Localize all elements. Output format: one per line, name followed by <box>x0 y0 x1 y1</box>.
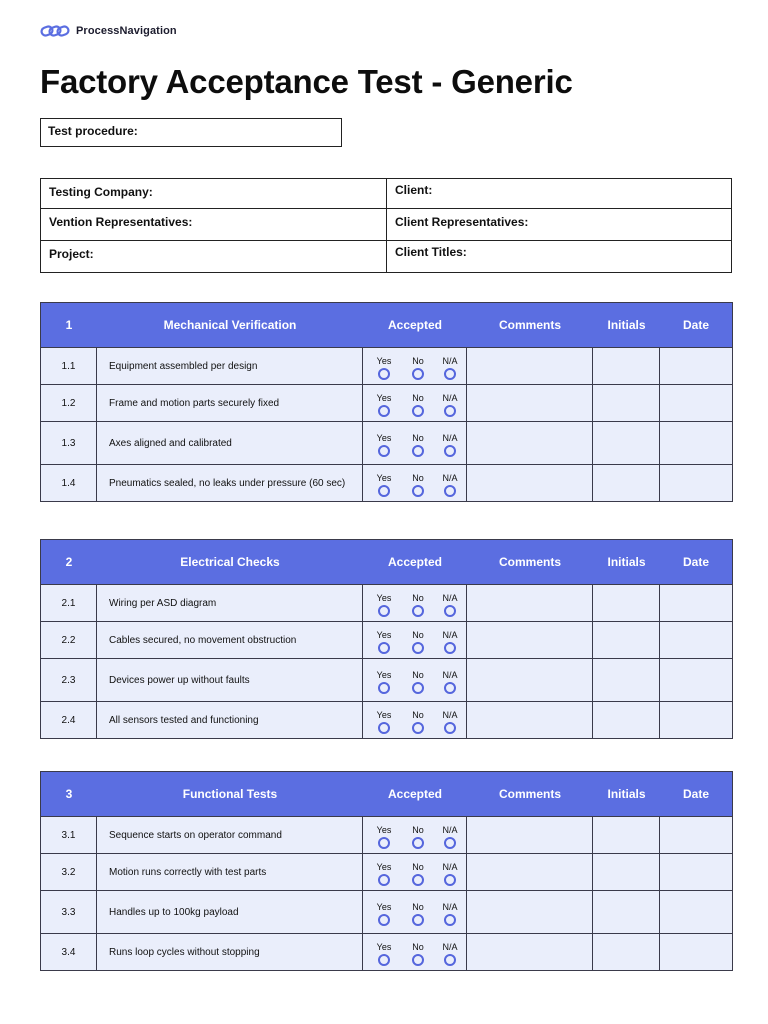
brand <box>40 25 177 37</box>
client-field[interactable] <box>387 179 731 208</box>
date-cell[interactable] <box>660 934 732 970</box>
accepted-column-header: Accepted <box>387 787 443 801</box>
comments-cell[interactable] <box>467 622 593 658</box>
option-na[interactable] <box>438 863 462 886</box>
item-description: Pneumatics sealed, no leaks under pressure (60 sec) <box>97 465 363 501</box>
radio-no-icon[interactable] <box>412 368 424 380</box>
client-titles-label: Client Titles: <box>395 245 467 259</box>
checklist-row <box>41 347 732 384</box>
comments-cell[interactable] <box>467 891 593 933</box>
date-cell[interactable] <box>660 585 732 621</box>
accepted-cell <box>363 385 467 421</box>
item-description: Handles up to 100kg payload <box>97 891 363 933</box>
date-cell[interactable] <box>660 622 732 658</box>
option-yes-label: Yes <box>376 862 392 872</box>
accepted-cell <box>363 891 467 933</box>
option-yes-label: Yes <box>376 825 392 835</box>
option-yes[interactable] <box>372 903 396 926</box>
option-na-label: N/A <box>442 433 458 443</box>
checklist-row <box>41 421 732 464</box>
option-yes-label: Yes <box>376 473 392 483</box>
item-description: Frame and motion parts securely fixed <box>97 385 363 421</box>
option-na[interactable] <box>438 826 462 849</box>
section-header <box>41 540 732 584</box>
date-cell[interactable] <box>660 659 732 701</box>
date-cell[interactable] <box>660 348 732 384</box>
option-na[interactable] <box>438 671 462 694</box>
option-na[interactable] <box>438 434 462 457</box>
radio-no-icon[interactable] <box>412 874 424 886</box>
option-no[interactable] <box>406 903 430 926</box>
accepted-cell <box>363 934 467 970</box>
date-cell[interactable] <box>660 465 732 501</box>
radio-yes-icon[interactable] <box>378 485 390 497</box>
radio-yes-icon[interactable] <box>378 954 390 966</box>
testing-company-label: Testing Company: <box>49 185 153 199</box>
radio-yes-icon[interactable] <box>378 368 390 380</box>
option-na[interactable] <box>438 474 462 497</box>
checklist-section <box>40 771 733 971</box>
client-label: Client: <box>395 183 433 197</box>
option-no[interactable] <box>406 594 430 617</box>
radio-yes-icon[interactable] <box>378 605 390 617</box>
radio-yes-icon[interactable] <box>378 445 390 457</box>
accepted-cell <box>363 659 467 701</box>
initials-column-header: Initials <box>607 318 646 332</box>
vention-reps-label: Vention Representatives: <box>49 215 193 229</box>
checklist-row <box>41 701 732 738</box>
checklist-row <box>41 890 732 933</box>
option-no[interactable] <box>406 671 430 694</box>
option-yes[interactable] <box>372 631 396 654</box>
radio-na-icon[interactable] <box>444 368 456 380</box>
radio-no-icon[interactable] <box>412 954 424 966</box>
checklist-row <box>41 464 732 501</box>
item-description: Wiring per ASD diagram <box>97 585 363 621</box>
test-procedure-field[interactable] <box>40 118 342 147</box>
item-description: Sequence starts on operator command <box>97 817 363 853</box>
accepted-cell <box>363 702 467 738</box>
option-yes-label: Yes <box>376 393 392 403</box>
item-description: All sensors tested and functioning <box>97 702 363 738</box>
option-na-label: N/A <box>442 630 458 640</box>
option-na[interactable] <box>438 594 462 617</box>
radio-na-icon[interactable] <box>444 874 456 886</box>
initials-cell[interactable] <box>593 585 660 621</box>
initials-cell[interactable] <box>593 659 660 701</box>
client-titles-field[interactable] <box>387 241 731 272</box>
info-table <box>40 178 732 273</box>
section-title: Electrical Checks <box>180 555 280 569</box>
date-cell[interactable] <box>660 422 732 464</box>
item-number: 1.1 <box>41 348 97 384</box>
testing-company-field[interactable] <box>41 179 386 208</box>
option-yes-label: Yes <box>376 902 392 912</box>
item-number: 2.2 <box>41 622 97 658</box>
option-yes-label: Yes <box>376 356 392 366</box>
section-number: 2 <box>65 555 73 569</box>
option-na[interactable] <box>438 394 462 417</box>
accepted-cell <box>363 585 467 621</box>
radio-na-icon[interactable] <box>444 682 456 694</box>
option-na[interactable] <box>438 631 462 654</box>
radio-no-icon[interactable] <box>412 605 424 617</box>
date-column-header: Date <box>682 787 709 801</box>
option-no[interactable] <box>406 631 430 654</box>
option-yes[interactable] <box>372 394 396 417</box>
accepted-cell <box>363 348 467 384</box>
checklist-row <box>41 933 732 970</box>
option-yes-label: Yes <box>376 593 392 603</box>
option-no-label: No <box>412 710 424 720</box>
comments-column-header: Comments <box>498 787 561 801</box>
checklist-section <box>40 302 733 502</box>
item-description: Axes aligned and calibrated <box>97 422 363 464</box>
option-yes-label: Yes <box>376 942 392 952</box>
item-number: 2.3 <box>41 659 97 701</box>
option-na-label: N/A <box>442 825 458 835</box>
radio-no-icon[interactable] <box>412 837 424 849</box>
comments-cell[interactable] <box>467 465 593 501</box>
option-yes-label: Yes <box>376 670 392 680</box>
radio-na-icon[interactable] <box>444 914 456 926</box>
checklist-row <box>41 621 732 658</box>
comments-cell[interactable] <box>467 817 593 853</box>
accepted-column-header: Accepted <box>387 555 443 569</box>
radio-na-icon[interactable] <box>444 485 456 497</box>
date-cell[interactable] <box>660 854 732 890</box>
item-description: Cables secured, no movement obstruction <box>97 622 363 658</box>
option-yes-label: Yes <box>376 433 392 443</box>
radio-yes-icon[interactable] <box>378 642 390 654</box>
accepted-cell <box>363 622 467 658</box>
checklist-row <box>41 816 732 853</box>
option-no-label: No <box>412 473 424 483</box>
radio-na-icon[interactable] <box>444 405 456 417</box>
checklist-row <box>41 384 732 421</box>
option-no[interactable] <box>406 711 430 734</box>
accepted-cell <box>363 422 467 464</box>
radio-yes-icon[interactable] <box>378 914 390 926</box>
date-cell[interactable] <box>660 817 732 853</box>
option-no-label: No <box>412 670 424 680</box>
checklist-section <box>40 539 733 739</box>
comments-cell[interactable] <box>467 934 593 970</box>
radio-na-icon[interactable] <box>444 642 456 654</box>
test-procedure-label: Test procedure: <box>48 124 138 138</box>
radio-yes-icon[interactable] <box>378 682 390 694</box>
radio-no-icon[interactable] <box>412 405 424 417</box>
option-no[interactable] <box>406 863 430 886</box>
section-title: Mechanical Verification <box>163 318 297 332</box>
page-title: Factory Acceptance Test - Generic <box>40 63 573 100</box>
comments-cell[interactable] <box>467 659 593 701</box>
option-na[interactable] <box>438 903 462 926</box>
vention-reps-field[interactable] <box>41 209 386 240</box>
option-na-label: N/A <box>442 862 458 872</box>
option-yes[interactable] <box>372 943 396 966</box>
initials-cell[interactable] <box>593 622 660 658</box>
accepted-cell <box>363 817 467 853</box>
radio-na-icon[interactable] <box>444 837 456 849</box>
item-number: 1.4 <box>41 465 97 501</box>
item-description: Equipment assembled per design <box>97 348 363 384</box>
project-label: Project: <box>49 247 94 261</box>
initials-cell[interactable] <box>593 385 660 421</box>
section-header <box>41 303 732 347</box>
client-reps-field[interactable] <box>387 209 731 240</box>
radio-no-icon[interactable] <box>412 445 424 457</box>
option-no-label: No <box>412 902 424 912</box>
option-na-label: N/A <box>442 710 458 720</box>
option-na-label: N/A <box>442 473 458 483</box>
option-no[interactable] <box>406 394 430 417</box>
option-yes[interactable] <box>372 863 396 886</box>
initials-cell[interactable] <box>593 422 660 464</box>
date-column-header: Date <box>682 555 709 569</box>
checklist-row <box>41 658 732 701</box>
comments-cell[interactable] <box>467 422 593 464</box>
radio-yes-icon[interactable] <box>378 874 390 886</box>
initials-cell[interactable] <box>593 817 660 853</box>
option-no-label: No <box>412 630 424 640</box>
accepted-cell <box>363 854 467 890</box>
option-no-label: No <box>412 825 424 835</box>
option-no-label: No <box>412 942 424 952</box>
comments-cell[interactable] <box>467 348 593 384</box>
comments-column-header: Comments <box>498 555 561 569</box>
comments-column-header: Comments <box>498 318 561 332</box>
option-na[interactable] <box>438 943 462 966</box>
option-no[interactable] <box>406 434 430 457</box>
comments-cell[interactable] <box>467 854 593 890</box>
option-yes[interactable] <box>372 711 396 734</box>
option-no-label: No <box>412 393 424 403</box>
item-number: 2.1 <box>41 585 97 621</box>
initials-column-header: Initials <box>607 555 646 569</box>
client-reps-label: Client Representatives: <box>395 215 529 229</box>
initials-cell[interactable] <box>593 348 660 384</box>
radio-no-icon[interactable] <box>412 642 424 654</box>
radio-no-icon[interactable] <box>412 722 424 734</box>
option-no-label: No <box>412 356 424 366</box>
option-na-label: N/A <box>442 393 458 403</box>
option-na[interactable] <box>438 357 462 380</box>
initials-cell[interactable] <box>593 854 660 890</box>
option-na-label: N/A <box>442 942 458 952</box>
item-number: 2.4 <box>41 702 97 738</box>
option-na-label: N/A <box>442 670 458 680</box>
option-na[interactable] <box>438 711 462 734</box>
item-number: 3.3 <box>41 891 97 933</box>
option-yes[interactable] <box>372 434 396 457</box>
option-no[interactable] <box>406 943 430 966</box>
item-number: 3.4 <box>41 934 97 970</box>
radio-na-icon[interactable] <box>444 722 456 734</box>
date-column-header: Date <box>682 318 709 332</box>
option-no[interactable] <box>406 357 430 380</box>
initials-cell[interactable] <box>593 934 660 970</box>
radio-yes-icon[interactable] <box>378 405 390 417</box>
option-na-label: N/A <box>442 356 458 366</box>
brand-name: ProcessNavigation <box>76 25 177 37</box>
section-header <box>41 772 732 816</box>
option-na-label: N/A <box>442 593 458 603</box>
option-no-label: No <box>412 862 424 872</box>
radio-na-icon[interactable] <box>444 954 456 966</box>
option-yes[interactable] <box>372 594 396 617</box>
initials-column-header: Initials <box>607 787 646 801</box>
date-cell[interactable] <box>660 702 732 738</box>
section-number: 1 <box>65 318 73 332</box>
option-no-label: No <box>412 593 424 603</box>
item-number: 1.3 <box>41 422 97 464</box>
process-navigation-logo-icon <box>40 25 70 37</box>
checklist-row <box>41 853 732 890</box>
item-number: 1.2 <box>41 385 97 421</box>
option-no-label: No <box>412 433 424 443</box>
radio-yes-icon[interactable] <box>378 837 390 849</box>
initials-cell[interactable] <box>593 891 660 933</box>
radio-no-icon[interactable] <box>412 914 424 926</box>
comments-cell[interactable] <box>467 385 593 421</box>
option-yes-label: Yes <box>376 710 392 720</box>
comments-cell[interactable] <box>467 585 593 621</box>
accepted-column-header: Accepted <box>387 318 443 332</box>
option-yes[interactable] <box>372 474 396 497</box>
date-cell[interactable] <box>660 385 732 421</box>
item-number: 3.2 <box>41 854 97 890</box>
option-yes[interactable] <box>372 671 396 694</box>
initials-cell[interactable] <box>593 702 660 738</box>
item-description: Motion runs correctly with test parts <box>97 854 363 890</box>
radio-no-icon[interactable] <box>412 485 424 497</box>
radio-yes-icon[interactable] <box>378 722 390 734</box>
item-number: 3.1 <box>41 817 97 853</box>
option-na-label: N/A <box>442 902 458 912</box>
section-number: 3 <box>65 787 73 801</box>
date-cell[interactable] <box>660 891 732 933</box>
item-description: Runs loop cycles without stopping <box>97 934 363 970</box>
item-description: Devices power up without faults <box>97 659 363 701</box>
radio-no-icon[interactable] <box>412 682 424 694</box>
option-yes[interactable] <box>372 826 396 849</box>
comments-cell[interactable] <box>467 702 593 738</box>
option-yes-label: Yes <box>376 630 392 640</box>
initials-cell[interactable] <box>593 465 660 501</box>
accepted-cell <box>363 465 467 501</box>
radio-na-icon[interactable] <box>444 605 456 617</box>
option-no[interactable] <box>406 474 430 497</box>
option-no[interactable] <box>406 826 430 849</box>
radio-na-icon[interactable] <box>444 445 456 457</box>
checklist-row <box>41 584 732 621</box>
project-field[interactable] <box>41 241 386 272</box>
section-title: Functional Tests <box>182 787 278 801</box>
option-yes[interactable] <box>372 357 396 380</box>
